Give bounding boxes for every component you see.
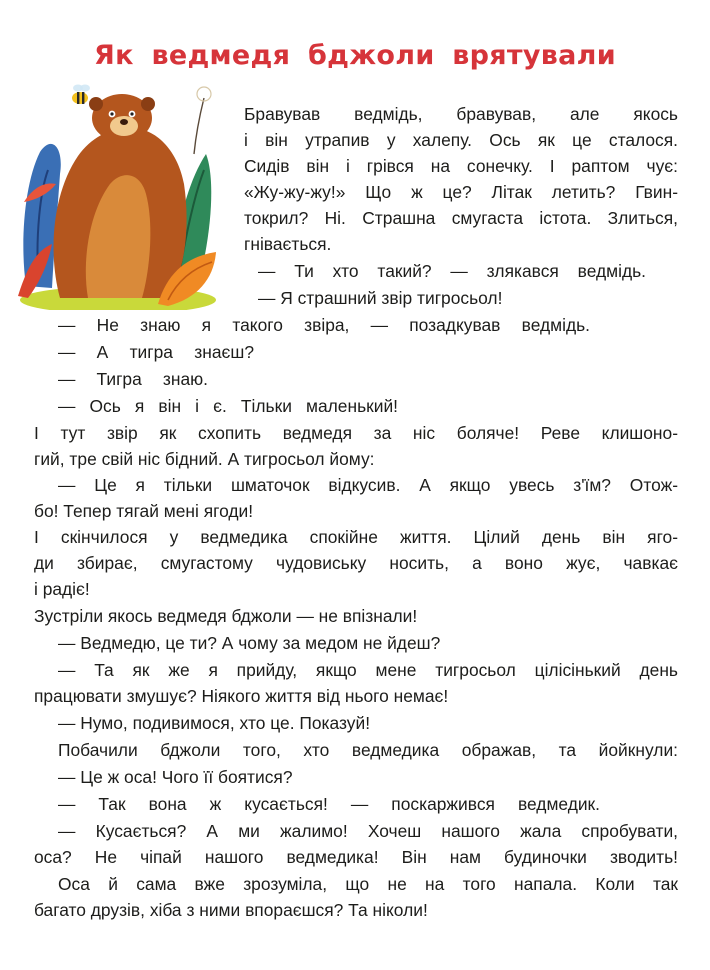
- story-line: І тут звір як схопить ведмедя за ніс боляче! Реве клишоно-: [34, 423, 678, 443]
- story-line: — Так вона ж кусається! — поскаржився ведмедик.: [58, 794, 600, 814]
- story-line: Зустріли якось ведмедя бджоли — не впізнали!: [34, 606, 418, 626]
- story-line: Сидів він і грівся на сонечку. І раптом чує:: [244, 156, 678, 176]
- story-line: бо! Тепер тягай мені ягоди!: [34, 501, 254, 521]
- story-line: — Нумо, подивимося, хто це. Показуй!: [58, 713, 371, 733]
- story-line: — Не знаю я такого звіра, — позадкував ведмідь.: [58, 315, 590, 335]
- story-line: — Це ж оса! Чого її боятися?: [58, 767, 293, 787]
- story-line: ди збирає, смугастому чудовиську носить, а воно жує, чавкає: [34, 553, 678, 573]
- story-line: токрил? Ні. Страшна смугаста істота. Злиться,: [244, 208, 678, 228]
- story-line: працювати змушує? Ніякого життя від нього немає!: [34, 686, 449, 706]
- story-line: гий, тре свій ніс бідний. А тигросьол йому:: [34, 449, 375, 469]
- story-line: — Ось я він і є. Тільки маленький!: [58, 396, 398, 416]
- story-line: Бравував ведмідь, бравував, але якось: [244, 104, 678, 124]
- story-line: — Ти хто такий? — злякався ведмідь.: [258, 261, 646, 281]
- story-line: — Це я тільки шматочок відкусив. А якщо увесь з'їм? Отож-: [58, 475, 678, 495]
- story-line: Побачили бджоли того, хто ведмедика ображав, та йойкнули:: [58, 740, 678, 760]
- story-line: — Ведмедю, це ти? А чому за медом не йдеш?: [58, 633, 441, 653]
- story-line: і він утрапив у халепу. Ось як це сталося.: [244, 130, 678, 150]
- bee-icon: [72, 85, 90, 105]
- story-line: — Кусається? А ми жалимо! Хочеш нашого жала спробувати,: [58, 821, 678, 841]
- story-line: гнівається.: [244, 234, 332, 254]
- story-line: — Я страшний звір тигросьол!: [258, 288, 503, 308]
- story-line: — А тигра знаєш?: [58, 342, 254, 362]
- story-line: багато друзів, хіба з ними впораєшся? Та ніколи!: [34, 900, 428, 920]
- story-line: Оса й сама вже зрозуміла, що не на того напала. Коли так: [58, 874, 678, 894]
- story-line: і радіє!: [34, 579, 90, 599]
- story-line: «Жу-жу-жу!» Що ж це? Літак летить? Гвин-: [244, 182, 678, 202]
- story-line: — Тигра знаю.: [58, 369, 208, 389]
- story-line: І скінчилося у ведмедика спокійне життя. Цілий день він яго-: [34, 527, 678, 547]
- page-title: Як ведмедя бджоли врятували: [94, 40, 616, 71]
- bear-illustration: [18, 74, 218, 310]
- story-line: — Та як же я прийду, якщо мене тигросьол цілісінький день: [58, 660, 678, 680]
- story-line: оса? Не чіпай нашого ведмедика! Він нам будиночки зводить!: [34, 847, 678, 867]
